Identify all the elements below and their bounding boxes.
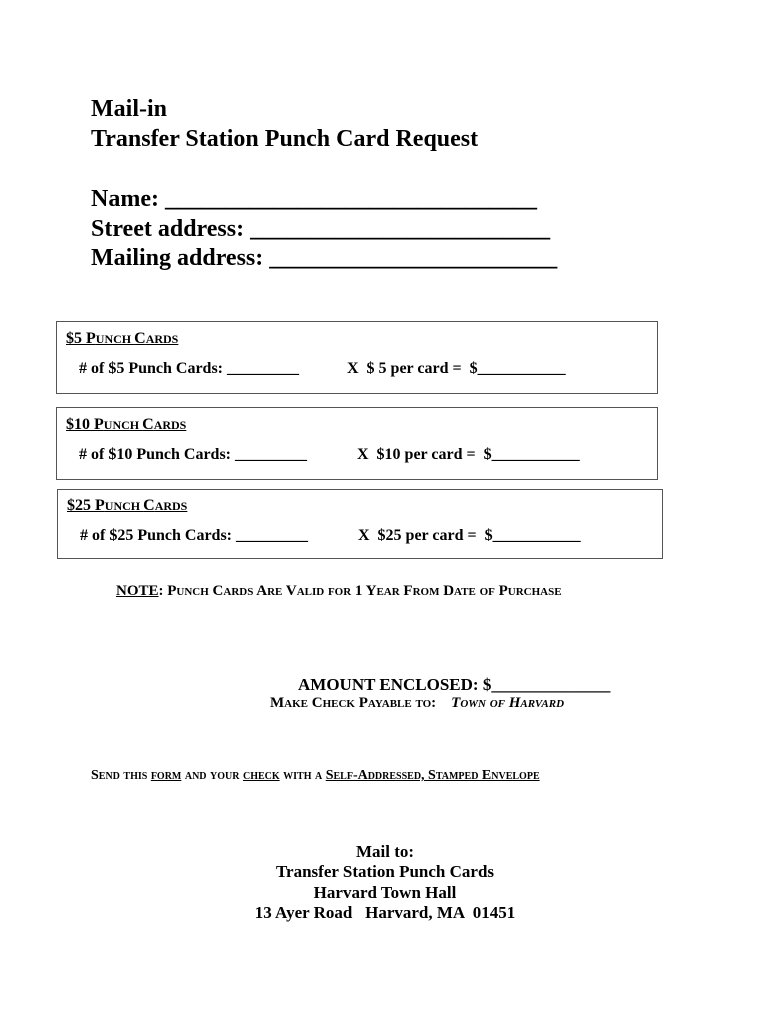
count-field-10[interactable]: # of $10 Punch Cards: _________: [79, 446, 308, 463]
count-field-5[interactable]: # of $5 Punch Cards: _________: [79, 360, 300, 377]
mail-to-line1: Transfer Station Punch Cards: [275, 862, 495, 881]
punch-card-box-25: [57, 489, 663, 559]
payable-line: Make Check Payable to: Town of Harvard: [270, 695, 565, 711]
punch-card-box-5: [56, 321, 658, 394]
payee-name: Town of Harvard: [451, 695, 565, 711]
price-field-5[interactable]: X $ 5 per card = $___________: [347, 360, 566, 377]
send-instructions: Send this form and your check with a Self-Addressed, Stamped Envelope: [91, 768, 540, 783]
box-title-10: $10 PUNCH CARDS: [66, 416, 187, 433]
validity-note: NOTE: Punch Cards Are Valid for 1 Year From Date of Purchase: [116, 583, 562, 599]
box-title-25: $25 PUNCH CARDS: [67, 497, 188, 514]
count-field-25[interactable]: # of $25 Punch Cards: _________: [80, 527, 309, 544]
punch-card-box-10: [56, 407, 658, 480]
amount-enclosed-field[interactable]: AMOUNT ENCLOSED: $______________: [298, 675, 611, 694]
form-title-mail-in: Mail-in: [91, 96, 167, 122]
price-field-10[interactable]: X $10 per card = $___________: [357, 446, 580, 463]
form-title: Transfer Station Punch Card Request: [91, 126, 479, 152]
box-title-5: $5 PUNCH CARDS: [66, 330, 179, 347]
mailing-address-field[interactable]: Mailing address: ________________________: [91, 245, 558, 271]
mail-to-label: Mail to:: [355, 842, 415, 861]
price-field-25[interactable]: X $25 per card = $___________: [358, 527, 581, 544]
mail-to-line2: Harvard Town Hall: [313, 883, 457, 902]
mail-to-line3: 13 Ayer Road Harvard, MA 01451: [254, 903, 516, 922]
name-field[interactable]: Name: _______________________________: [91, 186, 537, 212]
street-address-field[interactable]: Street address: _________________________: [91, 216, 551, 242]
